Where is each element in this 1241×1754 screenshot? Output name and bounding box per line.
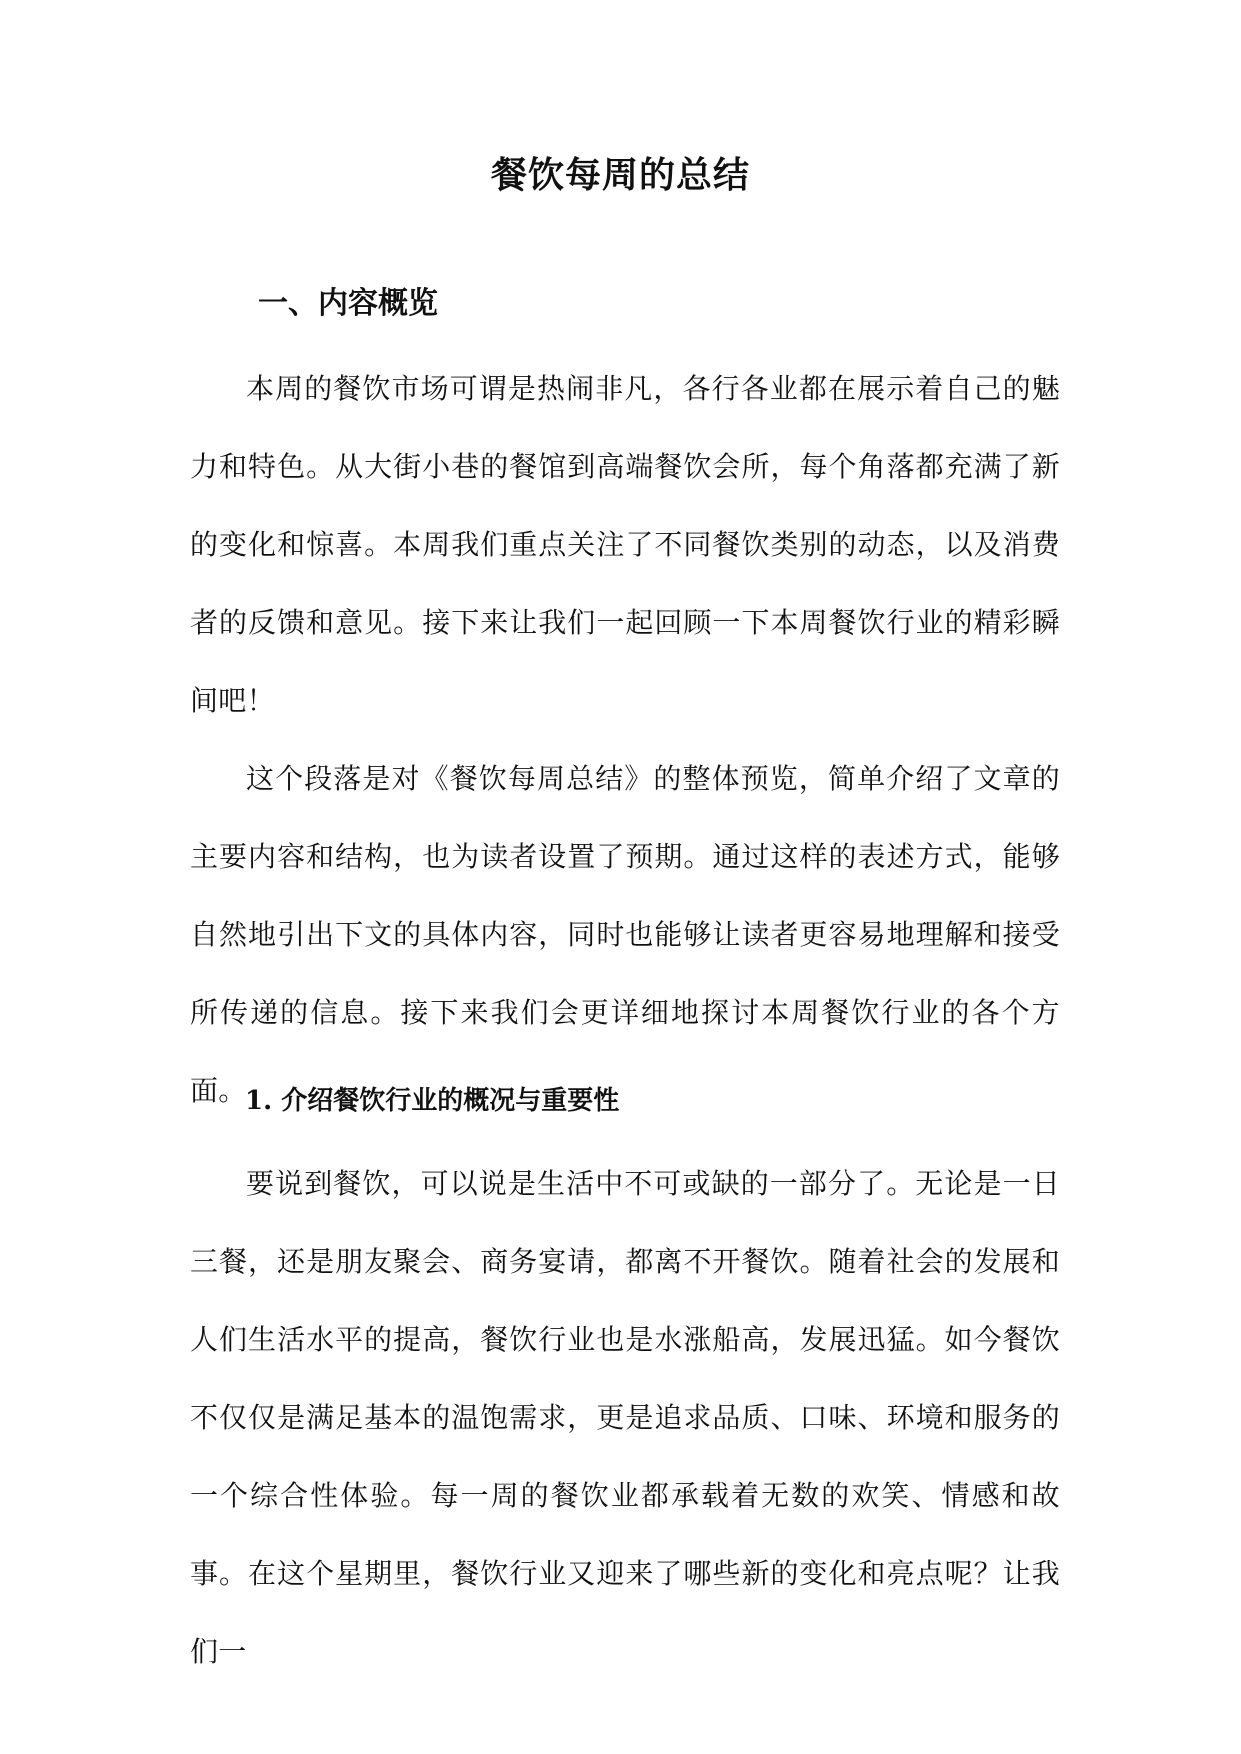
subsection-heading-industry-overview: 1. 介绍餐饮行业的概况与重要性 [245, 1086, 620, 1116]
paragraph-industry-1: 要说到餐饮，可以说是生活中不可或缺的一部分了。无论是一日三餐，还是朋友聚会、商务宴请，都离不开餐饮。随着社会的发展和人们生活水平的提高，餐饮行业也是水涨船高，发展迅猛。如今餐饮不仅仅是满足基本的温饱需求，更是追求品质、口味、环境和服务的一个综合性体验。每一周的餐饮业都承载着无数的欢笑、情感和故事。在这个星期里，餐饮行业又迎来了哪些新的变化和亮点呢？让我们一 [190, 1167, 1060, 1668]
paragraph-overview-2: 这个段落是对《餐饮每周总结》的整体预览，简单介绍了文章的主要内容和结构，也为读者设置了预期。通过这样的表述方式，能够自然地引出下文的具体内容，同时也能够让读者更容易地理解和接受所传递的信息。接下来我们会更详细地探讨本周餐饮行业的各个方面。 [190, 762, 1060, 1107]
section-heading-overview: 一、内容概览 [258, 286, 438, 321]
paragraph-overview-1: 本周的餐饮市场可谓是热闹非凡，各行各业都在展示着自己的魅力和特色。从大街小巷的餐馆到高端餐饮会所，每个角落都充满了新的变化和惊喜。本周我们重点关注了不同餐饮类别的动态，以及消费者的反馈和意见。接下来让我们一起回顾一下本周餐饮行业的精彩瞬间吧！ [190, 372, 1060, 717]
document-title: 餐饮每周的总结 [490, 154, 750, 196]
